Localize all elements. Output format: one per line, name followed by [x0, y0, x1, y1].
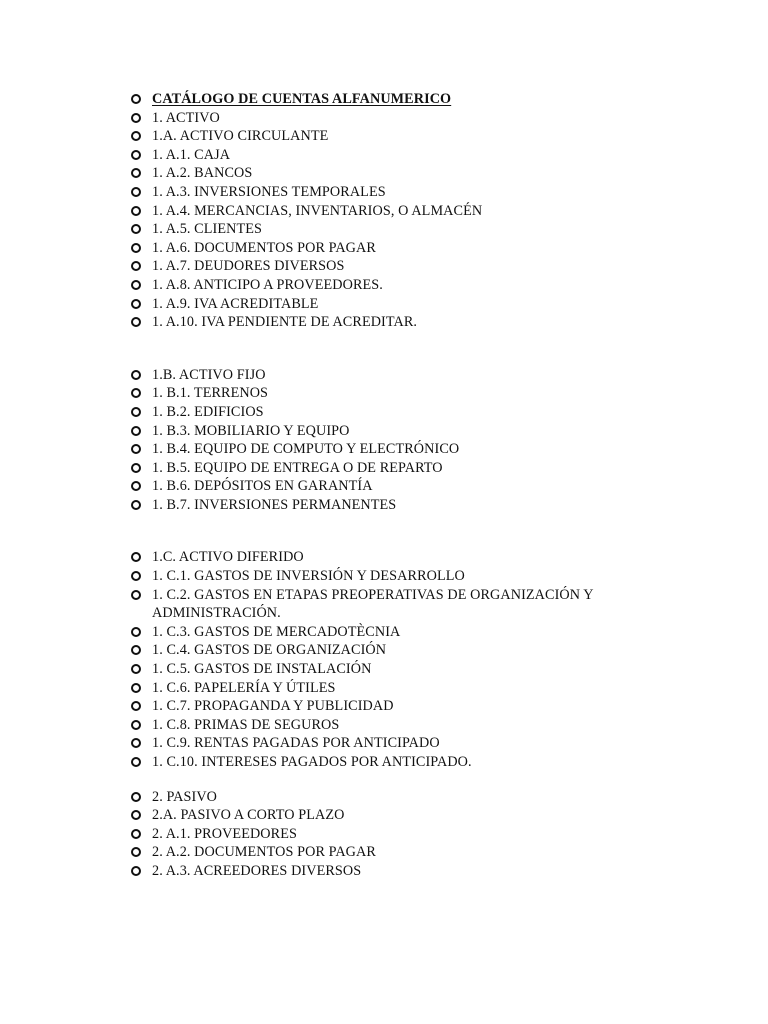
- hollow-circle-bullet-icon: [131, 444, 141, 454]
- hollow-circle-bullet-icon: [131, 792, 141, 802]
- account-list-item: [131, 366, 651, 385]
- account-list-item: [131, 679, 651, 698]
- account-label: 2. A.1. PROVEEDORES: [152, 825, 297, 842]
- hollow-circle-bullet-icon: [131, 131, 141, 141]
- hollow-circle-bullet-icon: [131, 645, 141, 655]
- account-label: 1. B.3. MOBILIARIO Y EQUIPO: [152, 422, 350, 439]
- hollow-circle-bullet-icon: [131, 481, 141, 491]
- account-label: 2. A.2. DOCUMENTOS POR PAGAR: [152, 844, 376, 861]
- account-list-item: [131, 641, 651, 660]
- account-list-item: [131, 257, 651, 276]
- hollow-circle-bullet-icon: [131, 426, 141, 436]
- account-label: 1. C.1. GASTOS DE INVERSIÓN Y DESARROLLO: [152, 568, 465, 585]
- account-label: 1. B.2. EDIFICIOS: [152, 403, 264, 420]
- hollow-circle-bullet-icon: [131, 720, 141, 730]
- hollow-circle-bullet-icon: [131, 280, 141, 290]
- account-label: 1. A.2. BANCOS: [152, 165, 253, 182]
- hollow-circle-bullet-icon: [131, 866, 141, 876]
- hollow-circle-bullet-icon: [131, 810, 141, 820]
- account-label: 1. C.6. PAPELERÍA Y ÚTILES: [152, 679, 336, 696]
- account-list-item: [131, 567, 651, 586]
- account-list-item: [131, 440, 651, 459]
- hollow-circle-bullet-icon: [131, 463, 141, 473]
- account-list-item: [131, 239, 651, 258]
- account-label: 2. PASIVO: [152, 788, 218, 805]
- hollow-circle-bullet-icon: [131, 627, 141, 637]
- account-label: 1.B. ACTIVO FIJO: [152, 366, 266, 383]
- account-label: 1. A.9. IVA ACREDITABLE: [152, 295, 319, 312]
- account-label: 1. C.2. GASTOS EN ETAPAS PREOPERATIVAS DE ORGANIZACIÓN Y ADMINISTRACIÓN.: [152, 586, 594, 622]
- account-label: 1. C.4. GASTOS DE ORGANIZACIÓN: [152, 642, 387, 659]
- account-list-item: [131, 202, 651, 221]
- account-label: 1. A.8. ANTICIPO A PROVEEDORES.: [152, 276, 383, 293]
- account-label: 1. A.6. DOCUMENTOS POR PAGAR: [152, 239, 376, 256]
- account-list-item: [131, 313, 651, 332]
- hollow-circle-bullet-icon: [131, 571, 141, 581]
- account-label: 1.A. ACTIVO CIRCULANTE: [152, 128, 329, 145]
- hollow-circle-bullet-icon: [131, 113, 141, 123]
- account-list-item: [131, 220, 651, 239]
- account-list-item: [131, 295, 651, 314]
- catalog-title-item: [131, 90, 651, 109]
- account-label: 1. A.3. INVERSIONES TEMPORALES: [152, 183, 386, 200]
- hollow-circle-bullet-icon: [131, 664, 141, 674]
- account-label: 1. A.5. CLIENTES: [152, 221, 262, 238]
- hollow-circle-bullet-icon: [131, 168, 141, 178]
- account-list-item: [131, 697, 651, 716]
- hollow-circle-bullet-icon: [131, 370, 141, 380]
- hollow-circle-bullet-icon: [131, 243, 141, 253]
- account-list-item: [131, 716, 651, 735]
- catalog-title: CATÁLOGO DE CUENTAS ALFANUMERICO: [152, 91, 452, 107]
- account-list-item: [131, 753, 651, 772]
- account-list-item: [131, 586, 651, 623]
- account-list-item: [131, 183, 651, 202]
- account-list-item: [131, 384, 651, 403]
- hollow-circle-bullet-icon: [131, 757, 141, 767]
- account-list-item: [131, 459, 651, 478]
- account-list-item: [131, 806, 651, 825]
- account-label: 1. A.7. DEUDORES DIVERSOS: [152, 258, 345, 275]
- hollow-circle-bullet-icon: [131, 224, 141, 234]
- hollow-circle-bullet-icon: [131, 829, 141, 839]
- account-list-item: [131, 477, 651, 496]
- account-list-item: [131, 548, 651, 567]
- account-label: 2.A. PASIVO A CORTO PLAZO: [152, 807, 345, 824]
- hollow-circle-bullet-icon: [131, 187, 141, 197]
- account-label: 1. A.10. IVA PENDIENTE DE ACREDITAR.: [152, 314, 418, 331]
- account-list-item: [131, 862, 651, 881]
- account-list-item: [131, 276, 651, 295]
- account-list-item: [131, 734, 651, 753]
- account-label: 1. A.1. CAJA: [152, 146, 231, 163]
- hollow-circle-bullet-icon: [131, 261, 141, 271]
- account-label: 1. C.9. RENTAS PAGADAS POR ANTICIPADO: [152, 735, 440, 752]
- account-label: 1.C. ACTIVO DIFERIDO: [152, 549, 304, 566]
- account-list-item: [131, 825, 651, 844]
- hollow-circle-bullet-icon: [131, 683, 141, 693]
- account-catalog-list: [131, 90, 651, 881]
- hollow-circle-bullet-icon: [131, 299, 141, 309]
- account-label: 1. C.5. GASTOS DE INSTALACIÓN: [152, 661, 372, 678]
- account-list-item: [131, 403, 651, 422]
- hollow-circle-bullet-icon: [131, 407, 141, 417]
- hollow-circle-bullet-icon: [131, 590, 141, 600]
- account-label: 1. B.4. EQUIPO DE COMPUTO Y ELECTRÓNICO: [152, 441, 460, 458]
- hollow-circle-bullet-icon: [131, 94, 141, 104]
- hollow-circle-bullet-icon: [131, 738, 141, 748]
- account-label: 1. B.7. INVERSIONES PERMANENTES: [152, 496, 397, 513]
- account-list-item: [131, 843, 651, 862]
- hollow-circle-bullet-icon: [131, 701, 141, 711]
- account-label: 1. C.8. PRIMAS DE SEGUROS: [152, 716, 340, 733]
- account-list-item: [131, 422, 651, 441]
- account-list-item: [131, 496, 651, 515]
- account-label: 1. B.6. DEPÓSITOS EN GARANTÍA: [152, 478, 373, 495]
- account-label: 1. C.7. PROPAGANDA Y PUBLICIDAD: [152, 698, 394, 715]
- hollow-circle-bullet-icon: [131, 388, 141, 398]
- account-list-item: [131, 788, 651, 807]
- account-list-item: [131, 146, 651, 165]
- account-list-item: [131, 660, 651, 679]
- account-list-item: [131, 109, 651, 128]
- account-label: 1. B.1. TERRENOS: [152, 385, 269, 402]
- account-list-item: [131, 127, 651, 146]
- account-list-item: [131, 623, 651, 642]
- account-label: 1. B.5. EQUIPO DE ENTREGA O DE REPARTO: [152, 459, 443, 476]
- account-label: 1. A.4. MERCANCIAS, INVENTARIOS, O ALMACÉN: [152, 202, 483, 219]
- hollow-circle-bullet-icon: [131, 552, 141, 562]
- hollow-circle-bullet-icon: [131, 500, 141, 510]
- hollow-circle-bullet-icon: [131, 847, 141, 857]
- account-label: 1. C.3. GASTOS DE MERCADOTÈCNIA: [152, 623, 401, 640]
- hollow-circle-bullet-icon: [131, 206, 141, 216]
- account-label: 1. C.10. INTERESES PAGADOS POR ANTICIPADO.: [152, 754, 472, 770]
- hollow-circle-bullet-icon: [131, 317, 141, 327]
- account-label: 1. ACTIVO: [152, 109, 220, 126]
- account-label: 2. A.3. ACREEDORES DIVERSOS: [152, 862, 362, 879]
- hollow-circle-bullet-icon: [131, 150, 141, 160]
- account-list-item: [131, 164, 651, 183]
